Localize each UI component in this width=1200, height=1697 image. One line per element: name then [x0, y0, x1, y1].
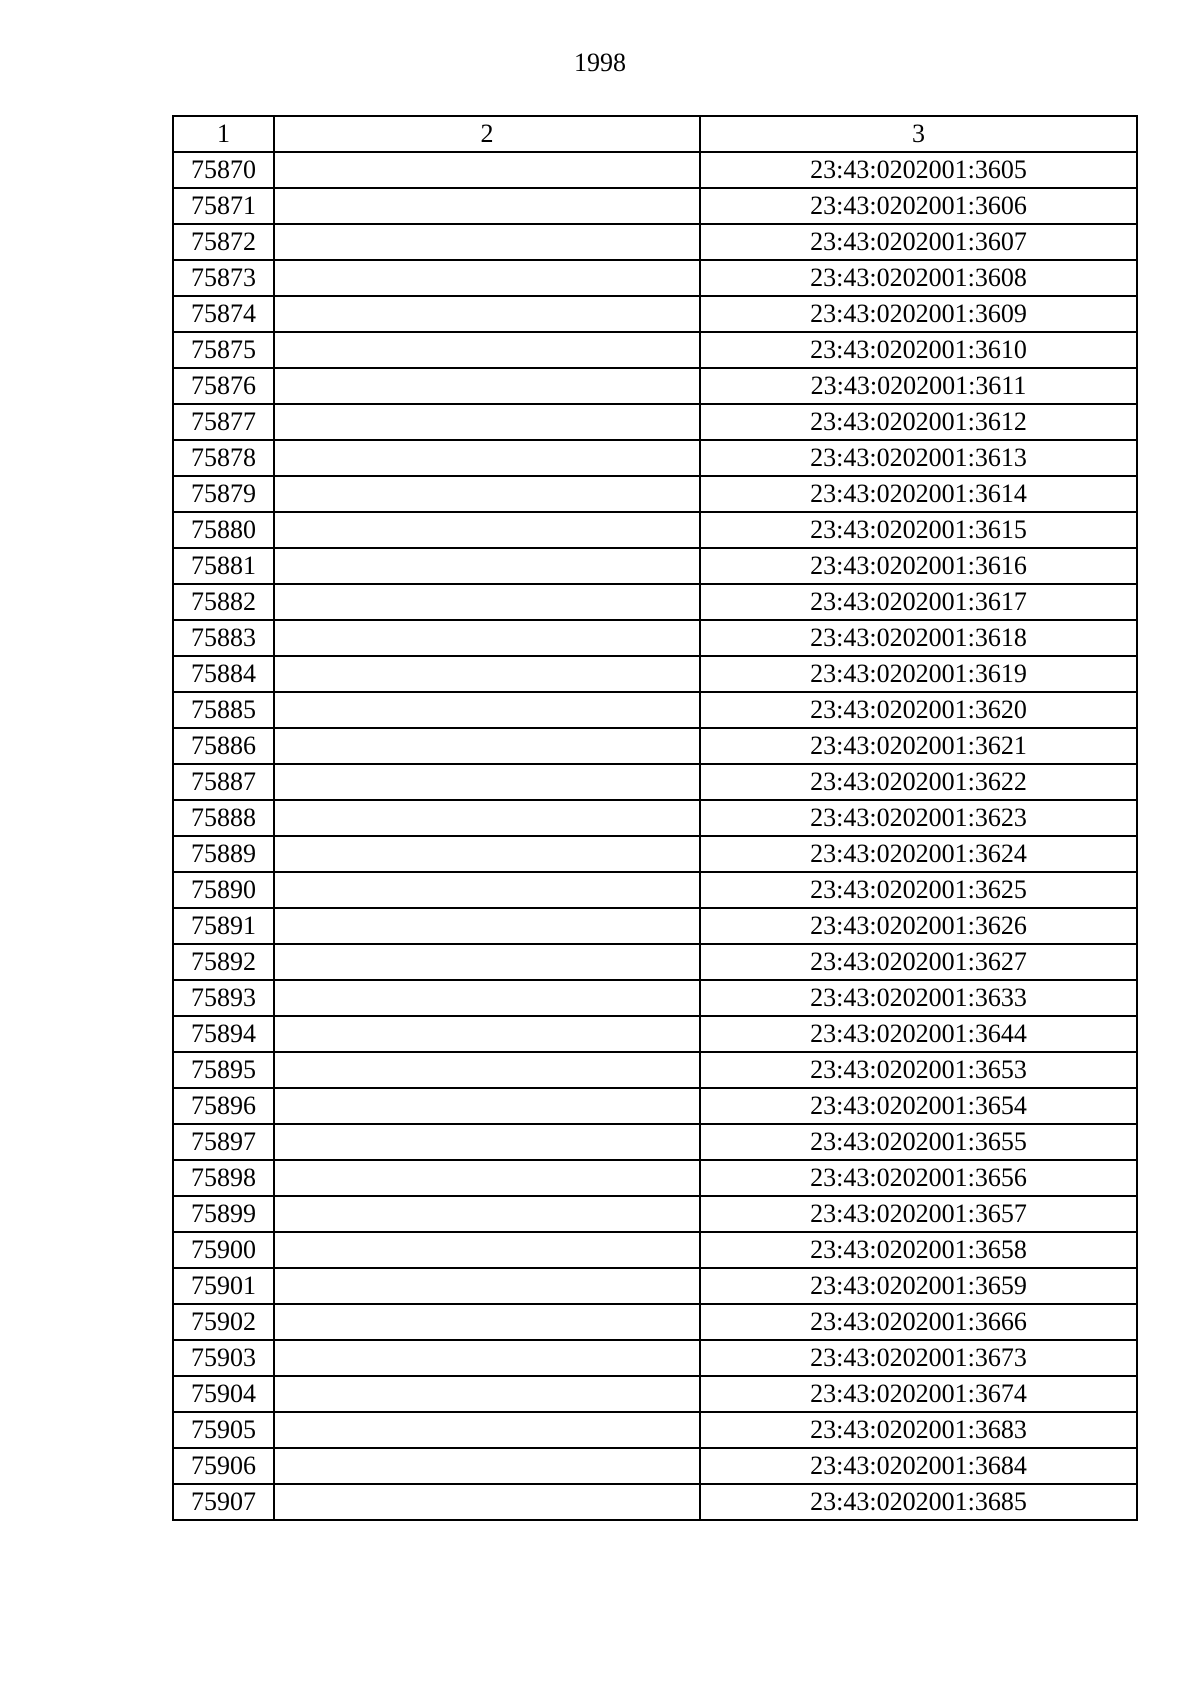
table-row [173, 332, 1137, 368]
row-empty-cell [274, 764, 700, 800]
cadastral-number-cell: 23:43:0202001:3633 [700, 980, 1137, 1016]
header-row [173, 116, 1137, 152]
table-row [173, 1124, 1137, 1160]
row-empty-cell [274, 1448, 700, 1484]
row-number-cell: 75881 [173, 548, 274, 584]
row-empty-cell [274, 944, 700, 980]
row-number-cell: 75891 [173, 908, 274, 944]
row-number-cell: 75874 [173, 296, 274, 332]
row-empty-cell [274, 1484, 700, 1520]
cadastral-number-cell: 23:43:0202001:3673 [700, 1340, 1137, 1376]
cadastral-number-cell: 23:43:0202001:3607 [700, 224, 1137, 260]
table-row [173, 872, 1137, 908]
cadastral-number-cell: 23:43:0202001:3610 [700, 332, 1137, 368]
row-empty-cell [274, 1376, 700, 1412]
row-empty-cell [274, 800, 700, 836]
table-row [173, 1016, 1137, 1052]
table-row [173, 764, 1137, 800]
cadastral-number-cell: 23:43:0202001:3621 [700, 728, 1137, 764]
row-number-cell: 75899 [173, 1196, 274, 1232]
row-number-cell: 75871 [173, 188, 274, 224]
cadastral-number-cell: 23:43:0202001:3666 [700, 1304, 1137, 1340]
row-empty-cell [274, 1160, 700, 1196]
row-number-cell: 75883 [173, 620, 274, 656]
row-number-cell: 75879 [173, 476, 274, 512]
cadastral-number-cell: 23:43:0202001:3614 [700, 476, 1137, 512]
row-number-cell: 75882 [173, 584, 274, 620]
table-row [173, 368, 1137, 404]
cadastral-number-cell: 23:43:0202001:3618 [700, 620, 1137, 656]
table-row [173, 476, 1137, 512]
row-number-cell: 75873 [173, 260, 274, 296]
row-empty-cell [274, 1412, 700, 1448]
row-number-cell: 75875 [173, 332, 274, 368]
row-number-cell: 75885 [173, 692, 274, 728]
cadastral-number-cell: 23:43:0202001:3683 [700, 1412, 1137, 1448]
row-empty-cell [274, 224, 700, 260]
table-row [173, 656, 1137, 692]
row-empty-cell [274, 476, 700, 512]
table-row [173, 620, 1137, 656]
cadastral-number-cell: 23:43:0202001:3625 [700, 872, 1137, 908]
row-empty-cell [274, 512, 700, 548]
row-number-cell: 75905 [173, 1412, 274, 1448]
table-row [173, 512, 1137, 548]
cadastral-number-cell: 23:43:0202001:3620 [700, 692, 1137, 728]
table-row [173, 1304, 1137, 1340]
row-number-cell: 75903 [173, 1340, 274, 1376]
row-empty-cell [274, 980, 700, 1016]
cadastral-number-cell: 23:43:0202001:3658 [700, 1232, 1137, 1268]
table-row [173, 1448, 1137, 1484]
row-number-cell: 75890 [173, 872, 274, 908]
row-number-cell: 75895 [173, 1052, 274, 1088]
cadastral-number-cell: 23:43:0202001:3606 [700, 188, 1137, 224]
table-body [173, 152, 1137, 1520]
row-empty-cell [274, 620, 700, 656]
table-row [173, 836, 1137, 872]
row-number-cell: 75893 [173, 980, 274, 1016]
cadastral-number-cell: 23:43:0202001:3619 [700, 656, 1137, 692]
table-row [173, 944, 1137, 980]
cadastral-number-cell: 23:43:0202001:3684 [700, 1448, 1137, 1484]
row-empty-cell [274, 260, 700, 296]
cadastral-number-cell: 23:43:0202001:3609 [700, 296, 1137, 332]
cadastral-number-cell: 23:43:0202001:3654 [700, 1088, 1137, 1124]
table-row [173, 728, 1137, 764]
row-empty-cell [274, 1196, 700, 1232]
row-empty-cell [274, 656, 700, 692]
cadastral-number-cell: 23:43:0202001:3644 [700, 1016, 1137, 1052]
row-empty-cell [274, 296, 700, 332]
table-row [173, 296, 1137, 332]
table-row [173, 404, 1137, 440]
cadastral-number-cell: 23:43:0202001:3613 [700, 440, 1137, 476]
table-row [173, 980, 1137, 1016]
row-number-cell: 75902 [173, 1304, 274, 1340]
table-row [173, 584, 1137, 620]
table-row [173, 692, 1137, 728]
cadastral-number-cell: 23:43:0202001:3608 [700, 260, 1137, 296]
table-row [173, 1160, 1137, 1196]
row-empty-cell [274, 1088, 700, 1124]
table-row [173, 152, 1137, 188]
table-row [173, 440, 1137, 476]
row-number-cell: 75889 [173, 836, 274, 872]
cadastral-number-cell: 23:43:0202001:3622 [700, 764, 1137, 800]
row-empty-cell [274, 368, 700, 404]
column-header-2: 2 [274, 116, 700, 152]
table-row [173, 1232, 1137, 1268]
row-empty-cell [274, 836, 700, 872]
table-row [173, 1340, 1137, 1376]
row-empty-cell [274, 584, 700, 620]
row-empty-cell [274, 1268, 700, 1304]
row-empty-cell [274, 872, 700, 908]
row-empty-cell [274, 440, 700, 476]
table-row [173, 1484, 1137, 1520]
cadastral-number-cell: 23:43:0202001:3656 [700, 1160, 1137, 1196]
cadastral-number-cell: 23:43:0202001:3626 [700, 908, 1137, 944]
row-empty-cell [274, 908, 700, 944]
table-row [173, 1088, 1137, 1124]
table-row [173, 908, 1137, 944]
cadastral-number-cell: 23:43:0202001:3674 [700, 1376, 1137, 1412]
row-empty-cell [274, 1340, 700, 1376]
row-number-cell: 75876 [173, 368, 274, 404]
table-row [173, 1412, 1137, 1448]
table-row [173, 1268, 1137, 1304]
row-number-cell: 75901 [173, 1268, 274, 1304]
row-number-cell: 75892 [173, 944, 274, 980]
cadastral-number-cell: 23:43:0202001:3623 [700, 800, 1137, 836]
table-row [173, 1376, 1137, 1412]
row-empty-cell [274, 1124, 700, 1160]
row-empty-cell [274, 152, 700, 188]
row-number-cell: 75870 [173, 152, 274, 188]
cadastral-number-cell: 23:43:0202001:3659 [700, 1268, 1137, 1304]
table-row [173, 224, 1137, 260]
row-empty-cell [274, 404, 700, 440]
cadastral-number-cell: 23:43:0202001:3611 [700, 368, 1137, 404]
row-number-cell: 75894 [173, 1016, 274, 1052]
row-empty-cell [274, 1304, 700, 1340]
row-number-cell: 75897 [173, 1124, 274, 1160]
row-number-cell: 75878 [173, 440, 274, 476]
row-empty-cell [274, 332, 700, 368]
row-number-cell: 75880 [173, 512, 274, 548]
table-row [173, 548, 1137, 584]
row-number-cell: 75904 [173, 1376, 274, 1412]
cadastral-number-cell: 23:43:0202001:3655 [700, 1124, 1137, 1160]
row-number-cell: 75888 [173, 800, 274, 836]
cadastral-number-cell: 23:43:0202001:3617 [700, 584, 1137, 620]
cadastral-number-cell: 23:43:0202001:3615 [700, 512, 1137, 548]
row-empty-cell [274, 548, 700, 584]
cadastral-number-cell: 23:43:0202001:3624 [700, 836, 1137, 872]
row-number-cell: 75896 [173, 1088, 274, 1124]
cadastral-number-cell: 23:43:0202001:3657 [700, 1196, 1137, 1232]
row-empty-cell [274, 1016, 700, 1052]
table-header [173, 116, 1137, 152]
row-number-cell: 75900 [173, 1232, 274, 1268]
cadastral-number-cell: 23:43:0202001:3612 [700, 404, 1137, 440]
cadastral-number-cell: 23:43:0202001:3605 [700, 152, 1137, 188]
column-header-1: 1 [173, 116, 274, 152]
page-number: 1998 [574, 48, 626, 77]
row-empty-cell [274, 728, 700, 764]
table-row [173, 800, 1137, 836]
cadastral-number-cell: 23:43:0202001:3685 [700, 1484, 1137, 1520]
table-row [173, 188, 1137, 224]
column-header-3: 3 [700, 116, 1137, 152]
row-empty-cell [274, 692, 700, 728]
row-empty-cell [274, 188, 700, 224]
register-table [172, 115, 1138, 1521]
row-number-cell: 75886 [173, 728, 274, 764]
row-number-cell: 75906 [173, 1448, 274, 1484]
table-row [173, 260, 1137, 296]
row-number-cell: 75877 [173, 404, 274, 440]
row-number-cell: 75884 [173, 656, 274, 692]
row-number-cell: 75872 [173, 224, 274, 260]
cadastral-number-cell: 23:43:0202001:3653 [700, 1052, 1137, 1088]
row-number-cell: 75887 [173, 764, 274, 800]
table-row [173, 1196, 1137, 1232]
row-empty-cell [274, 1052, 700, 1088]
row-number-cell: 75907 [173, 1484, 274, 1520]
cadastral-number-cell: 23:43:0202001:3627 [700, 944, 1137, 980]
cadastral-number-cell: 23:43:0202001:3616 [700, 548, 1137, 584]
row-number-cell: 75898 [173, 1160, 274, 1196]
table-row [173, 1052, 1137, 1088]
row-empty-cell [274, 1232, 700, 1268]
